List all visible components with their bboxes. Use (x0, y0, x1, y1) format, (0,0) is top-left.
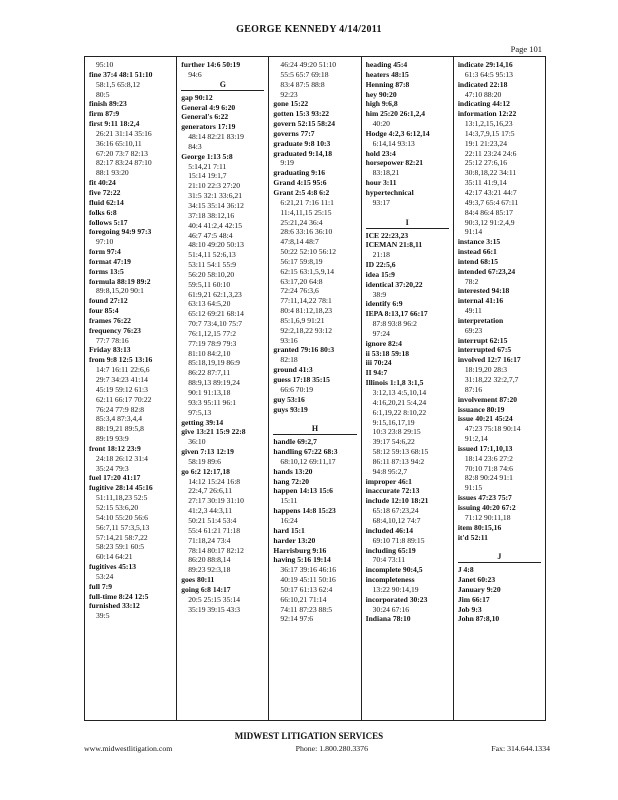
index-term: governs 77:7 (273, 128, 315, 138)
index-term: heaters 48:15 (365, 69, 409, 79)
index-page-refs: 4:16,20,21 5:4,24 (372, 397, 427, 407)
index-page-refs: 86:11 87:13 94:2 (372, 456, 425, 466)
index-term: Friday 83:13 (89, 345, 131, 355)
index-page-refs: 66:10,21 71:14 (280, 594, 327, 604)
index-term: four 85:4 (89, 306, 119, 316)
index-term: Janet 60:23 (457, 575, 496, 585)
index-page-refs: 87:16 (464, 384, 483, 394)
index-page-refs: 30:24 67:16 (372, 604, 410, 614)
index-term: frequency 76:23 (89, 325, 141, 335)
index-page-refs: 84:4 86:4 85:17 (464, 207, 513, 217)
index-page-refs: 91:14 (464, 227, 483, 237)
index-page-refs: 76:1,12,15 77:2 (188, 328, 237, 338)
index-page-refs: 47:23 75:18 90:14 (464, 424, 521, 434)
index-term: hard 15:1 (273, 525, 305, 535)
index-page-refs: 6:1,19,22 8:10,22 (372, 407, 427, 417)
index-term: interrupted 67:5 (457, 345, 512, 355)
index-page-refs: 57:14,21 58:7,22 (96, 532, 148, 542)
index-page-refs: 21:10 22:3 27:20 (188, 181, 241, 191)
index-term: ground 41:3 (273, 365, 313, 375)
index-term: idea 15:9 (365, 269, 395, 279)
index-term: General's 6:22 (181, 112, 229, 122)
index-term: generators 17:19 (181, 122, 236, 132)
index-term: fuel 17:20 41:17 (89, 473, 141, 483)
index-page-refs: 91:2,14 (464, 434, 488, 444)
index-term: ICE 22:23,23 (365, 230, 409, 240)
index-term: including 65:19 (365, 545, 416, 555)
index-page-refs: 39:17 54:6,22 (372, 437, 415, 447)
index-page-refs: 37:18 38:12,16 (188, 210, 235, 220)
index-page-refs: 83:18,21 (372, 168, 400, 178)
index-term: having 5:16 19:14 (273, 555, 331, 565)
index-page-refs: 65:12 69:21 68:14 (188, 309, 244, 319)
index-page-refs: 55:5 65:7 69:18 (280, 69, 329, 79)
index-page-refs: 61:9,21 62:1,3,23 (188, 289, 242, 299)
document-title: GEORGE KENNEDY 4/14/2011 (236, 24, 382, 35)
index-page-refs: 40:19 45:11 50:16 (280, 575, 336, 585)
index-page-refs: 24:18 26:12 31:4 (96, 453, 148, 463)
index-page-refs: 85:3,4 87:3,4,4 (96, 414, 142, 424)
index-term: included 46:14 (365, 525, 414, 535)
index-page-refs: 25:12 27:6,16 (464, 158, 508, 168)
index-term: issue 40:21 45:24 (457, 414, 513, 424)
index-page-refs: 6:21,21 7:16 11:1 (280, 197, 334, 207)
index-page-refs: 86:22 87:7,11 (188, 368, 231, 378)
index-page-refs: 84:3 (188, 141, 202, 151)
index-page-refs: 36:10 (188, 437, 206, 447)
index-page-refs: 18:19,20 28:3 (464, 365, 508, 375)
index-page-refs: 82:8 90:24 91:1 (464, 473, 513, 483)
index-page-refs: 22:11 23:24 24:6 (464, 148, 517, 158)
index-term: incomplete 90:4,5 (365, 565, 423, 575)
index-term: getting 39:14 (181, 417, 224, 427)
index-page-refs: 97:24 (372, 328, 390, 338)
index-term: gone 15:22 (273, 99, 309, 109)
index-page-refs: 97:5,13 (188, 407, 212, 417)
index-term: instance 3:15 (457, 237, 501, 247)
index-term: IEPA 8:13,17 66:17 (365, 309, 428, 319)
index-term: intended 67:23,24 (457, 266, 516, 276)
index-term: Indiana 78:10 (365, 614, 411, 624)
index-term: indicate 29:14,16 (457, 60, 513, 69)
index-column-3 (269, 57, 361, 720)
index-term: hold 23:4 (365, 148, 396, 158)
index-page-refs: 47:10 88:20 (464, 89, 502, 99)
index-term: ii 53:18 59:18 (365, 348, 410, 358)
index-term: full 7:9 (89, 581, 112, 591)
index-term: Grand 4:15 95:6 (273, 178, 327, 188)
index-term: foregoing 94:9 97:3 (89, 227, 152, 237)
index-page-refs: 41:2,3 44:3,11 (188, 506, 233, 516)
index-term: indicated 22:18 (457, 79, 508, 89)
index-page-refs: 74:11 87:23 88:5 (280, 604, 333, 614)
index-term: five 72:22 (89, 187, 121, 197)
index-page-refs: 27:17 30:19 31:10 (188, 496, 244, 506)
index-term: issues 47:23 75:7 (457, 493, 512, 503)
index-page-refs: 77:7 78:16 (96, 335, 129, 345)
index-page-refs: 31:5 32:1 33:6,21 (188, 191, 242, 201)
index-page-refs: 88:9,13 89:19,24 (188, 378, 240, 388)
index-term: identify 6:9 (365, 299, 403, 309)
index-page-refs: 50:22 52:10 56:12 (280, 247, 337, 257)
index-page-refs: 72:24 76:3,6 (280, 286, 319, 296)
index-page-refs: 91:15 (464, 483, 483, 493)
index-page-refs: 9:19 (280, 158, 294, 168)
index-term: heading 45:4 (365, 60, 408, 69)
index-page-refs: 59:5,11 60:10 (188, 279, 231, 289)
index-page-refs: 85:18,19,19 86:9 (188, 358, 240, 368)
index-term: formula 88:19 89:2 (89, 276, 151, 286)
letter-section-header: G (181, 80, 264, 91)
index-term: handling 67:22 68:3 (273, 447, 338, 457)
index-page-refs: 94:8 95:2,7 (372, 466, 408, 476)
index-term: Grant 2:5 4:8 6:2 (273, 187, 330, 197)
index-term: instead 66:1 (457, 247, 497, 257)
index-page-refs: 58:12 59:13 68:15 (372, 447, 429, 457)
index-page-refs: 63:17,20 64:8 (280, 276, 323, 286)
index-column-2 (177, 57, 269, 720)
index-term: Hodge 4:2,3 6:12,14 (365, 128, 430, 138)
index-page-refs: 80:5 (96, 89, 110, 99)
index-page-refs: 13:22 90:14,19 (372, 584, 419, 594)
index-term: intend 68:15 (457, 256, 499, 266)
index-term: item 80:15,16 (457, 522, 502, 532)
letter-section-header: I (366, 218, 449, 229)
index-page-refs: 36:16 65:10,11 (96, 138, 142, 148)
index-page-refs: 66:6 70:19 (280, 384, 314, 394)
index-term: Henning 87:8 (365, 79, 410, 89)
index-page-refs: 71:18,24 73:4 (188, 535, 231, 545)
index-page-refs: 90:1 91:13,18 (188, 388, 231, 397)
index-term: go 6:2 12:17,18 (181, 466, 230, 476)
index-term: Harrisburg 9:16 (273, 545, 327, 555)
index-page-refs: 62:15 63:1,5,9,14 (280, 266, 334, 276)
index-page-refs: 69:23 (464, 325, 483, 335)
index-page-refs: 15:14 19:1,7 (188, 171, 227, 181)
index-page-refs: 35:19 39:15 43:3 (188, 604, 241, 614)
index-page-refs: 15:11 (280, 496, 298, 506)
index-term: II 94:7 (365, 368, 388, 378)
index-page-refs: 30:8,18,22 34:11 (464, 168, 517, 178)
index-term: firm 87:9 (89, 109, 120, 119)
index-page-refs: 95:10 (96, 60, 114, 69)
index-page-refs: 67:20 73:7 82:13 (96, 148, 148, 158)
index-page-refs: 53:24 (96, 571, 114, 581)
index-page-refs: 13:1,2,15,16,23 (464, 119, 513, 129)
index-term: happen 14:13 15:6 (273, 486, 333, 496)
index-page-refs: 35:11 41:9,14 (464, 178, 507, 188)
index-page-refs: 31:18,22 32:2,7,7 (464, 375, 519, 384)
index-page-refs: 85:1,6,9 91:21 (280, 315, 325, 325)
index-term: January 9:20 (457, 584, 501, 594)
index-page-refs: 20:5 25:15 35:14 (188, 594, 241, 604)
index-page-refs: 83:4 87:5 88:8 (280, 79, 325, 89)
index-page-refs: 3:12,13 4:5,10,14 (372, 388, 427, 397)
index-page-refs: 26:21 31:14 35:16 (96, 128, 152, 138)
spacer (458, 542, 541, 552)
index-term: inaccurate 72:13 (365, 486, 420, 496)
index-page-refs: 25:21,24 36:4 (280, 217, 323, 227)
index-page-refs: 54:10 55:20 56:6 (96, 512, 148, 522)
index-term: interpretation (457, 315, 504, 325)
index-term: fine 37:4 48:1 51:10 (89, 69, 153, 79)
index-term: General 4:9 6:20 (181, 102, 236, 112)
index-page-refs: 22:4,7 26:6,11 (188, 486, 233, 496)
index-term: ICEMAN 21:8,11 (365, 240, 423, 250)
index-page-refs: 29:7 34:23 41:14 (96, 375, 148, 384)
index-term: George 1:13 5:8 (181, 151, 233, 161)
index-page-refs: 90:3,12 91:2,4,9 (464, 217, 515, 227)
index-page-refs: 53:11 54:1 55:9 (188, 260, 237, 270)
index-term: from 9:8 12:5 13:16 (89, 355, 153, 365)
index-term: issued 17:1,10,13 (457, 443, 513, 453)
index-page-refs: 40:4 41:2,4 42:15 (188, 220, 242, 230)
index-page-refs: 60:14 64:21 (96, 552, 133, 562)
index-page-refs: 56:7,11 57:3,5,13 (96, 522, 150, 532)
index-page-refs: 82:17 83:24 87:10 (96, 158, 152, 168)
index-page-refs: 93:16 (280, 335, 298, 345)
index-page-refs: 78:2 (464, 276, 479, 286)
letter-section-header: H (273, 424, 356, 435)
index-page-refs: 92:14 97:6 (280, 614, 314, 624)
index-term: interested 94:18 (457, 286, 510, 296)
index-term: Jim 66:17 (457, 594, 490, 604)
index-page-refs: 78:14 80:17 82:12 (188, 545, 244, 555)
index-term: given 7:13 12:19 (181, 447, 234, 457)
index-term: found 27:12 (89, 296, 128, 306)
index-term: handle 69:2,7 (273, 437, 317, 447)
index-page-refs: 87:8 93:8 96:2 (372, 319, 417, 329)
footer-company: MIDWEST LITIGATION SERVICES (234, 731, 384, 741)
index-term: internal 41:16 (457, 296, 504, 306)
index-page-refs: 9:15,16,17,19 (372, 417, 415, 427)
index-page-refs: 14:3,7,9,15 17:5 (464, 128, 515, 138)
index-term: guys 93:19 (273, 404, 308, 414)
index-page-refs: 49:11 (464, 306, 482, 316)
index-term: J 4:8 (457, 565, 474, 575)
index-term: hang 72:20 (273, 476, 310, 486)
index-page-refs: 88:19,21 89:5,8 (96, 424, 144, 434)
index-page-refs: 94:6 (188, 69, 202, 79)
index-term: follows 5:17 (89, 217, 128, 227)
index-page-refs: 52:15 53:6,20 (96, 502, 139, 512)
index-term: him 25:20 26:1,2,4 (365, 109, 426, 119)
index-page-refs: 70:4 73:11 (372, 555, 406, 565)
index-term: fugitive 28:14 45:16 (89, 483, 153, 493)
index-page-refs: 50:21 51:4 53:4 (188, 515, 237, 525)
index-page-refs: 47:8,14 48:7 (280, 237, 319, 247)
index-page-refs: 46:7 47:5 48:4 (188, 230, 233, 240)
index-page-refs: 86:20 88:8,14 (188, 555, 231, 565)
index-page-refs: 65:18 67:23,24 (372, 506, 419, 516)
index-term: identical 37:20,22 (365, 279, 423, 289)
index-page-refs: 28:6 33:16 36:10 (280, 227, 333, 237)
index-page-refs: 63:13 64:5,20 (188, 299, 231, 309)
index-page-refs: 48:10 49:20 50:13 (188, 240, 244, 250)
index-page-refs: 11:4,11,15 25:15 (280, 207, 332, 217)
index-term: graduated 9:14,18 (273, 148, 333, 158)
index-term: goes 80:11 (181, 575, 215, 585)
index-page-refs: 18:14 23:6 27:2 (464, 453, 513, 463)
index-term: gotten 15:3 93:22 (273, 109, 330, 119)
index-page-refs: 69:10 71:8 89:15 (372, 535, 425, 545)
index-page-refs: 14:12 15:24 16:8 (188, 476, 241, 486)
index-page-refs: 62:11 66:17 70:22 (96, 394, 152, 404)
index-term: harder 13:20 (273, 535, 316, 545)
index-term: give 13:21 15:9 22:8 (181, 427, 246, 437)
index-grid (84, 56, 546, 721)
index-term: John 87:8,10 (457, 614, 500, 624)
index-term: hey 90:20 (365, 89, 397, 99)
index-term: indicating 44:12 (457, 99, 510, 109)
index-term: guy 53:16 (273, 394, 305, 404)
index-term: iii 70:24 (365, 358, 392, 368)
index-page-refs: 55:4 61:21 71:18 (188, 525, 241, 535)
index-term: going 6:8 14:17 (181, 584, 231, 594)
index-term: gap 90:12 (181, 92, 213, 102)
index-page-refs: 68:10,12 69:11,17 (280, 456, 336, 466)
index-term: finish 89:23 (89, 99, 127, 109)
index-column-1 (85, 57, 177, 720)
index-page-refs: 40:20 (372, 119, 390, 129)
spacer (273, 414, 356, 424)
index-term: graduate 9:8 10:3 (273, 138, 331, 148)
index-page-refs: 68:4,10,12 74:7 (372, 515, 421, 525)
index-page-refs: 70:10 71:8 74:6 (464, 463, 513, 473)
index-term: issuing 40:20 67:2 (457, 502, 516, 512)
index-term: horsepower 82:21 (365, 158, 424, 168)
index-page-refs: 46:24 49:20 51:10 (280, 60, 337, 69)
index-page-refs: 56:20 58:10,20 (188, 269, 235, 279)
index-page-refs: 19:1 21:23,24 (464, 138, 508, 148)
index-page-refs: 58:1,5 65:8,12 (96, 79, 141, 89)
index-term: incompleteness (365, 575, 415, 585)
index-page-refs: 89:19 93:9 (96, 434, 129, 444)
index-term: form 97:4 (89, 247, 121, 257)
index-term: hour 3:11 (365, 178, 397, 188)
index-page-refs: 6:14,14 93:13 (372, 138, 415, 148)
index-page-refs: 35:24 79:3 (96, 463, 129, 473)
index-term: happens 14:8 15:23 (273, 506, 336, 516)
index-page-refs: 93:17 (372, 197, 390, 207)
index-page-refs: 76:24 77:9 82:8 (96, 404, 145, 414)
index-column-4 (362, 57, 454, 720)
index-page-refs: 58:23 59:1 60:5 (96, 542, 145, 552)
index-term: fit 40:24 (89, 178, 116, 188)
footer-website[interactable]: www.midwestlitigation.com (84, 744, 173, 753)
index-page-refs: 38:9 (372, 289, 387, 299)
index-term: interrupt 62:15 (457, 335, 508, 345)
index-page-refs: 97:10 (96, 237, 114, 247)
index-page-refs: 51:11,18,23 52:5 (96, 493, 148, 503)
index-term: full-time 8:24 12:5 (89, 591, 149, 601)
index-term: information 12:22 (457, 109, 517, 119)
index-term: hypertechnical (365, 187, 414, 197)
index-term: fluid 62:14 (89, 197, 124, 207)
index-term: issuance 80:19 (457, 404, 505, 414)
index-term: Illinois 1:1,8 3:1,5 (365, 378, 424, 388)
index-page-refs: 49:3,7 65:4 67:11 (464, 197, 519, 207)
index-page-refs: 92:23 (280, 89, 298, 99)
index-page-refs: 21:18 (372, 250, 390, 260)
index-page-refs: 48:14 82:21 83:19 (188, 132, 244, 142)
letter-section-header: J (458, 552, 541, 563)
index-page-refs: 10:3 23:8 29:15 (372, 427, 421, 437)
index-term: granted 79:16 80:3 (273, 345, 335, 355)
index-term: ID 22:5,6 (365, 260, 396, 270)
page-number: Page 101 (510, 44, 542, 54)
index-page-refs: 14:7 16:11 22:6,6 (96, 365, 150, 375)
index-page-refs: 42:17 43:21 44:7 (464, 187, 517, 197)
index-page-refs: 77:19 78:9 79:3 (188, 338, 237, 348)
index-term: front 18:12 23:9 (89, 443, 141, 453)
index-term: hands 13:20 (273, 466, 313, 476)
index-page-refs: 51:4,11 52:6,13 (188, 250, 236, 260)
index-page-refs: 58:19 89:6 (188, 456, 221, 466)
index-term: first 9:11 18:2,4 (89, 119, 140, 129)
index-page-refs: 93:3 95:11 96:1 (188, 397, 237, 407)
index-term: guess 17:18 35:15 (273, 375, 330, 384)
index-page-refs: 36:17 39:16 46:16 (280, 565, 337, 575)
spacer (366, 208, 449, 218)
footer-fax: Fax: 314.644.1334 (491, 744, 550, 753)
index-page-refs: 80:4 81:12,18,23 (280, 306, 333, 316)
index-term: involved 12:7 16:17 (457, 355, 521, 365)
index-page-refs: 56:17 59:8,19 (280, 256, 323, 266)
index-page-refs: 71:12 90:11,18 (464, 512, 511, 522)
index-page-refs: 89:8,15,20 90:1 (96, 286, 144, 296)
index-term: govern 52:15 58:24 (273, 119, 335, 129)
index-page-refs: 45:19 59:12 61:3 (96, 384, 148, 394)
index-page-refs: 34:15 35:14 36:12 (188, 200, 244, 210)
index-term: frames 76:22 (89, 315, 131, 325)
index-term: ignore 82:4 (365, 338, 402, 348)
index-term: incorporated 30:23 (365, 594, 428, 604)
index-term: include 12:10 18:21 (365, 496, 429, 506)
index-term: further 14:6 50:19 (181, 60, 241, 69)
index-term: it'd 52:11 (457, 532, 488, 542)
index-term: folks 6:8 (89, 207, 117, 217)
index-term: format 47:19 (89, 256, 131, 266)
index-term: involvement 87:20 (457, 394, 518, 404)
index-page-refs: 82:18 (280, 355, 298, 365)
index-page-refs: 89:23 92:3,18 (188, 565, 231, 575)
index-term: Job 9:3 (457, 604, 482, 614)
index-page-refs: 5:14,21 7:11 (188, 161, 227, 171)
index-term: forms 13:5 (89, 266, 124, 276)
index-term: high 9:6,8 (365, 99, 398, 109)
index-term: furnished 33:12 (89, 601, 140, 611)
index-term: graduating 9:16 (273, 168, 326, 178)
index-page-refs: 92:2,18,22 93:12 (280, 325, 333, 335)
index-page-refs: 16:24 (280, 515, 298, 525)
index-column-5 (454, 57, 545, 720)
footer-phone: Phone: 1.800.280.3376 (295, 744, 368, 753)
index-page-refs: 39:5 (96, 611, 110, 621)
footer-contact-row (84, 744, 550, 753)
index-page-refs: 70:7 73:4,10 75:7 (188, 319, 242, 329)
index-page-refs: 81:10 84:2,10 (188, 348, 231, 358)
index-page-refs: 77:11,14,22 78:1 (280, 296, 332, 306)
index-page-refs: 88:1 93:20 (96, 168, 129, 178)
index-term: improper 46:1 (365, 476, 412, 486)
index-term: fugitives 45:13 (89, 562, 137, 572)
index-page-refs: 50:17 61:13 62:4 (280, 584, 333, 594)
index-page-refs: 61:3 64:5 95:13 (464, 69, 513, 79)
